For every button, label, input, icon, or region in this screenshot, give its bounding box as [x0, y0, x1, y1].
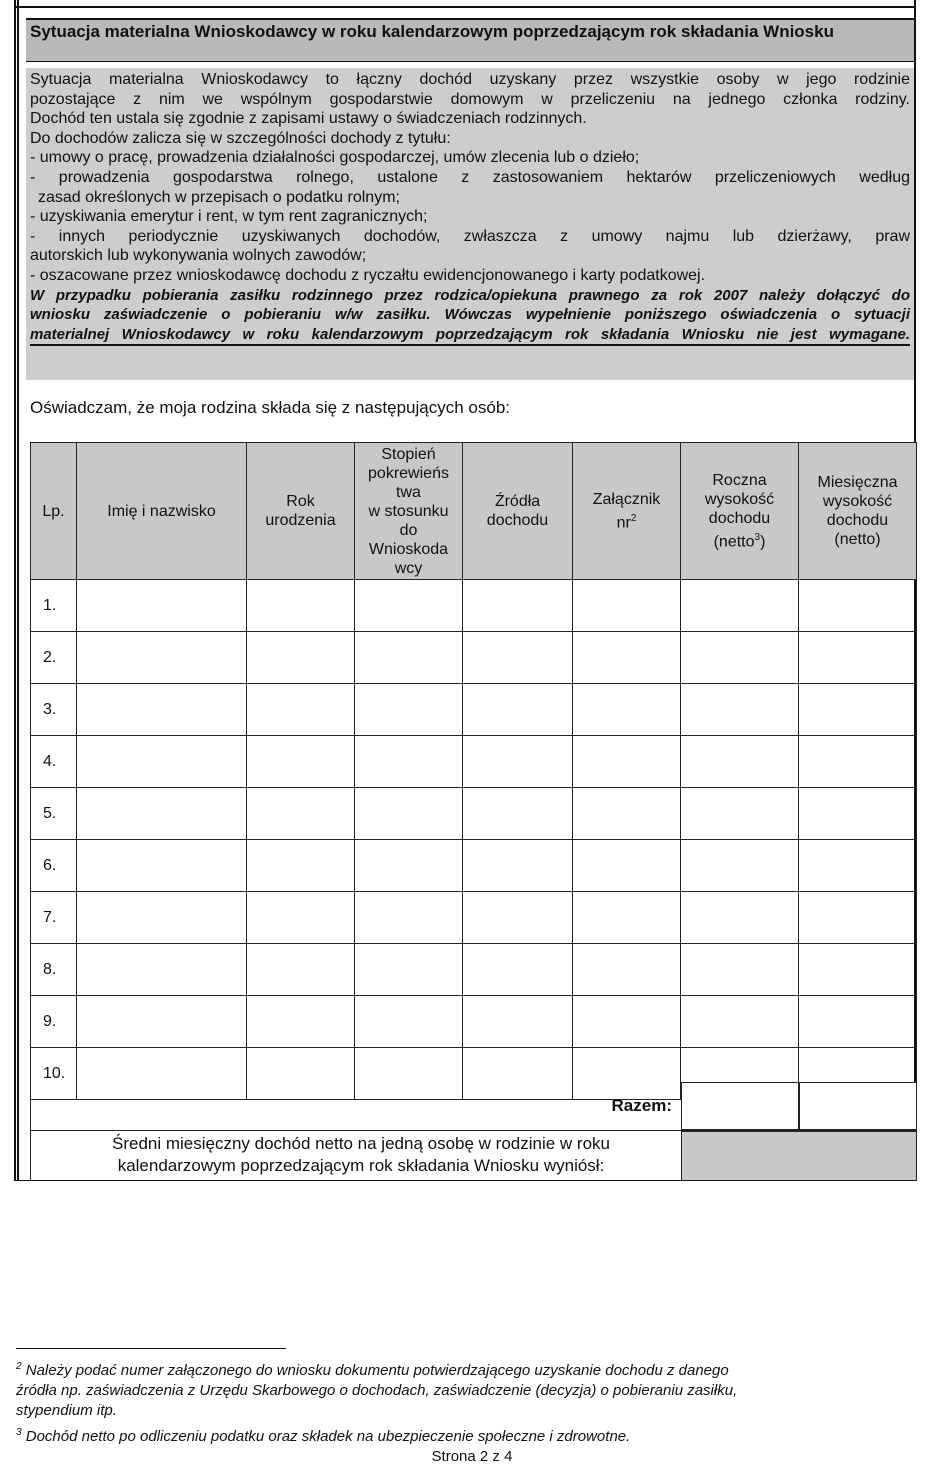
name-field[interactable] [77, 892, 247, 944]
razem-monthly-field[interactable] [799, 1082, 917, 1130]
table-row [31, 788, 917, 840]
header-text: Źródła [494, 493, 541, 510]
annual-income-field[interactable] [681, 840, 799, 892]
birth-year-field[interactable] [247, 944, 355, 996]
birth-year-field[interactable] [247, 580, 355, 632]
income-source-field[interactable] [463, 788, 573, 840]
header-text: twa [396, 483, 421, 501]
header-text: wysokość [822, 493, 893, 510]
section-title: Sytuacja materialna Wnioskodawcy w roku kalendarzowym poprzedzającym rok składania Wniosku [26, 18, 914, 62]
attachment-field[interactable] [573, 632, 681, 684]
birth-year-field[interactable] [247, 684, 355, 736]
monthly-income-field[interactable] [799, 840, 917, 892]
header-text: nr [616, 514, 631, 532]
frame-bottom-rule [14, 1180, 916, 1181]
relationship-field[interactable] [355, 840, 463, 892]
birth-year-field[interactable] [247, 788, 355, 840]
header-attachment [573, 443, 681, 580]
razem-annual-field[interactable] [681, 1082, 799, 1130]
name-field[interactable] [77, 580, 247, 632]
attachment-field[interactable] [573, 684, 681, 736]
income-source-field[interactable] [463, 632, 573, 684]
row-number: 7. [31, 892, 77, 944]
footnote-text: Należy podać numer załączonego do wniosku dokumentu potwierdzającego uzyskanie dochodu z danego [25, 1362, 729, 1379]
declaration-text: Oświadczam, że moja rodzina składa się z następujących osób: [30, 398, 511, 417]
footnote-2 [16, 1357, 931, 1421]
emphasis-line: wniosku zaświadczenie o pobieraniu w/w zasiłku. Wówczas wypełnienie poniższego oświadczenia o sytuacji [30, 306, 910, 324]
attachment-field[interactable] [573, 840, 681, 892]
emphasis-line: materialnej Wnioskodawcy w roku kalendarzowym poprzedzającym rok składania Wniosku nie jest wymagane. [30, 325, 910, 347]
monthly-income-field[interactable] [799, 944, 917, 996]
header-lp: Lp. [31, 443, 77, 580]
header-text: dochodu [708, 509, 771, 527]
relationship-field[interactable] [355, 736, 463, 788]
header-name: Imię i nazwisko [77, 443, 247, 580]
name-field[interactable] [77, 788, 247, 840]
table-row [31, 684, 917, 736]
monthly-income-field[interactable] [799, 580, 917, 632]
header-income-source [463, 443, 573, 580]
desc-line: - oszacowane przez wnioskodawcę dochodu z ryczałtu ewidencjonowanego i karty podatkowej. [30, 266, 706, 284]
family-members-table [30, 442, 917, 1100]
annual-income-field[interactable] [681, 684, 799, 736]
annual-income-field[interactable] [681, 580, 799, 632]
relationship-field[interactable] [355, 788, 463, 840]
razem-label: Razem: [611, 1096, 672, 1115]
annual-income-field[interactable] [681, 788, 799, 840]
header-text: pokrewieńs [368, 464, 449, 482]
table-row [31, 840, 917, 892]
attachment-field[interactable] [573, 788, 681, 840]
income-source-field[interactable] [463, 684, 573, 736]
desc-line: autorskich lub wykonywania wolnych zawodów; [30, 247, 367, 265]
header-text: Roczna [712, 471, 767, 489]
relationship-field[interactable] [355, 684, 463, 736]
footnote-text: źródła np. zaświadczenia z Urzędu Skarbowego o dochodach, zaświadczenie (decyzja) o pobieraniu zasiłku, [16, 1382, 738, 1399]
relationship-field[interactable] [355, 944, 463, 996]
name-field[interactable] [77, 996, 247, 1048]
attachment-field[interactable] [573, 944, 681, 996]
footnote-text: Dochód netto po odliczeniu podatku oraz składek na ubezpieczenie społeczne i zdrowotne. [25, 1428, 631, 1445]
average-line: kalendarzowym poprzedzającym rok składania Wniosku wyniósł: [117, 1156, 605, 1175]
birth-year-field[interactable] [247, 996, 355, 1048]
name-field[interactable] [77, 944, 247, 996]
footnote-separator [16, 1348, 286, 1349]
row-number: 10. [31, 1048, 77, 1100]
header-text: urodzenia [265, 512, 336, 529]
header-text: wysokość [704, 490, 775, 508]
row-number: 5. [31, 788, 77, 840]
name-field[interactable] [77, 632, 247, 684]
header-monthly-income [799, 443, 917, 580]
attachment-field[interactable] [573, 736, 681, 788]
table-row [31, 736, 917, 788]
attachment-field[interactable] [573, 892, 681, 944]
monthly-income-field[interactable] [799, 892, 917, 944]
attachment-field[interactable] [573, 996, 681, 1048]
relationship-field[interactable] [355, 632, 463, 684]
average-income-label [61, 1133, 661, 1177]
header-text: (netto) [834, 531, 881, 548]
row-number: 1. [31, 580, 77, 632]
relationship-field[interactable] [355, 580, 463, 632]
birth-year-field[interactable] [247, 736, 355, 788]
monthly-income-field[interactable] [799, 632, 917, 684]
income-source-field[interactable] [463, 580, 573, 632]
monthly-income-field[interactable] [799, 684, 917, 736]
annual-income-field[interactable] [681, 944, 799, 996]
table-row [31, 996, 917, 1048]
desc-line: Dochód ten ustala się zgodnie z zapisami ustawy o świadczeniach rodzinnych. [30, 110, 587, 128]
header-text: Rok [286, 493, 315, 510]
attachment-field[interactable] [573, 580, 681, 632]
header-text: dochodu [826, 512, 889, 529]
monthly-income-field[interactable] [799, 736, 917, 788]
desc-line: Sytuacja materialna Wnioskodawcy to łączny dochód uzyskany przez wszystkie osoby w jego rodzinie [30, 71, 910, 88]
annual-income-field[interactable] [681, 892, 799, 944]
relationship-field[interactable] [355, 892, 463, 944]
birth-year-field[interactable] [247, 892, 355, 944]
header-birth-year [247, 443, 355, 580]
relationship-field[interactable] [355, 996, 463, 1048]
income-source-field[interactable] [463, 840, 573, 892]
row-number: 4. [31, 736, 77, 788]
income-source-field[interactable] [463, 944, 573, 996]
average-income-field[interactable] [681, 1131, 917, 1181]
table-row [31, 892, 917, 944]
footnote-ref: 3 [754, 531, 761, 543]
header-relationship [355, 443, 463, 580]
average-line: Średni miesięczny dochód netto na jedną osobę w rodzinie w roku [111, 1134, 610, 1153]
income-source-field[interactable] [463, 996, 573, 1048]
footnote-text: stypendium itp. [16, 1402, 117, 1419]
footnote-ref: 2 [630, 512, 637, 524]
desc-line: - uzyskiwania emerytur i rent, w tym rent zagranicznych; [30, 208, 428, 226]
income-source-field[interactable] [463, 892, 573, 944]
footnote-mark: 2 [16, 1361, 22, 1372]
header-text: Miesięczna [817, 474, 898, 491]
header-text: wcy [394, 559, 423, 577]
name-field[interactable] [77, 840, 247, 892]
average-income-row [31, 1130, 917, 1180]
birth-year-field[interactable] [247, 632, 355, 684]
row-number: 9. [31, 996, 77, 1048]
header-annual-income [681, 443, 799, 580]
header-text: Stopień [381, 445, 436, 463]
birth-year-field[interactable] [247, 840, 355, 892]
name-field[interactable] [77, 736, 247, 788]
totals-section [30, 1082, 916, 1180]
name-field[interactable] [77, 684, 247, 736]
monthly-income-field[interactable] [799, 996, 917, 1048]
annual-income-field[interactable] [681, 736, 799, 788]
table-row [31, 632, 917, 684]
header-text: Wnioskoda [368, 540, 449, 558]
footnote-3 [16, 1423, 931, 1447]
desc-line: zasad określonych w przepisach o podatku rolnym; [38, 188, 400, 206]
desc-line: - umowy o pracę, prowadzenia działalności gospodarczej, umów zlecenia lub o dzieło; [30, 149, 640, 167]
footnote-mark: 3 [16, 1427, 22, 1438]
row-number: 3. [31, 684, 77, 736]
desc-line: pozostające z nim we wspólnym gospodarstwie domowym w przeliczeniu na jednego członka rodziny. [30, 90, 910, 108]
header-text: ) [760, 533, 766, 551]
row-number: 6. [31, 840, 77, 892]
emphasis-line: W przypadku pobierania zasiłku rodzinnego przez rodzica/opiekuna prawnego za rok 2007 należy dołączyć do [30, 286, 910, 304]
table-row [31, 944, 917, 996]
annual-income-field[interactable] [681, 996, 799, 1048]
section-description [26, 68, 914, 380]
table-row [31, 580, 917, 632]
desc-line: - prowadzenia gospodarstwa rolnego, ustalone z zastosowaniem hektarów przeliczeniowych według [30, 168, 910, 186]
desc-line: Do dochodów zalicza się w szczególności dochody z tytułu: [30, 129, 451, 147]
annual-income-field[interactable] [681, 632, 799, 684]
header-text: dochodu [486, 512, 549, 529]
desc-line: - innych periodycznie uzyskiwanych dochodów, zwłaszcza z umowy najmu lub dzierżawy, praw [30, 227, 910, 245]
page-number: Strona 2 z 4 [431, 1448, 513, 1465]
header-text: (netto [713, 533, 755, 551]
monthly-income-field[interactable] [799, 788, 917, 840]
row-number: 8. [31, 944, 77, 996]
header-text: Załącznik [592, 490, 661, 508]
income-source-field[interactable] [463, 736, 573, 788]
header-text: do [399, 521, 418, 539]
row-number: 2. [31, 632, 77, 684]
header-text: w stosunku [368, 502, 449, 520]
